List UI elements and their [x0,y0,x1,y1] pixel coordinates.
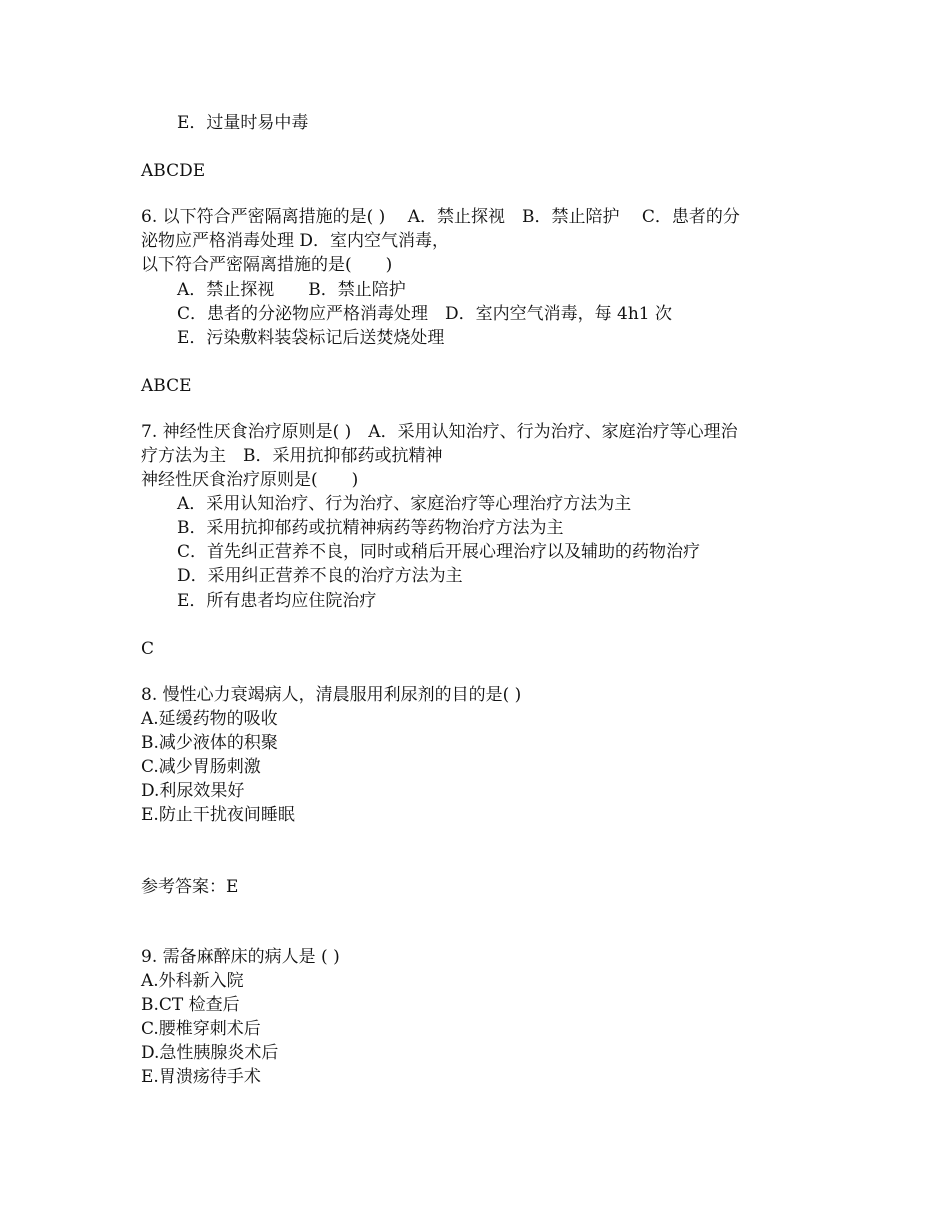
q8-stem: 8. 慢性心力衰竭病人，清晨服用利尿剂的目的是( ) [141,685,522,705]
q7-option-e: E．所有患者均应住院治疗 [177,591,377,611]
q7-option-a: A．采用认知治疗、行为治疗、家庭治疗等心理治疗方法为主 [177,494,632,514]
q6-option-ab: A．禁止探视 B．禁止陪护 [177,280,406,300]
q8-answer: 参考答案：E [141,877,239,897]
q9-option-d: D.急性胰腺炎术后 [141,1043,279,1063]
q7-option-c: C．首先纠正营养不良，同时或稍后开展心理治疗以及辅助的药物治疗 [177,542,701,562]
q6-stem-line1: 6. 以下符合严密隔离措施的是( ) A．禁止探视 B．禁止陪护 C．患者的分 [141,207,740,227]
q6-stem-line2: 泌物应严格消毒处理 D．室内空气消毒， [141,231,450,251]
q6-stem-repeat: 以下符合严密隔离措施的是( ) [141,255,393,275]
q8-option-a: A.延缓药物的吸收 [141,709,278,729]
q7-option-b: B．采用抗抑郁药或抗精神病药等药物治疗方法为主 [177,518,564,538]
q6-option-cd: C．患者的分泌物应严格消毒处理 D．室内空气消毒，每 4h1 次 [177,304,673,324]
q7-stem-line2: 疗方法为主 B．采用抗抑郁药或抗精神 [141,446,443,466]
q9-option-e: E.胃溃疡待手术 [141,1067,261,1087]
q9-option-a: A.外科新入院 [141,971,244,991]
q5-option-e: E．过量时易中毒 [177,113,309,133]
q6-answer: ABCE [141,376,192,396]
q9-stem: 9. 需备麻醉床的病人是 ( ) [141,947,340,967]
q9-option-c: C.腰椎穿刺术后 [141,1019,261,1039]
q7-stem-line1: 7. 神经性厌食治疗原则是( ) A．采用认知治疗、行为治疗、家庭治疗等心理治 [141,422,738,442]
q9-option-b: B.CT 检查后 [141,995,240,1015]
q8-option-e: E.防止干扰夜间睡眠 [141,805,295,825]
q5-answer: ABCDE [141,161,206,181]
q8-option-d: D.利尿效果好 [141,781,245,801]
q7-option-d: D．采用纠正营养不良的治疗方法为主 [177,566,463,586]
q8-option-b: B.减少液体的积聚 [141,733,278,753]
q7-stem-repeat: 神经性厌食治疗原则是( ) [141,470,359,490]
q6-option-e: E．污染敷料装袋标记后送焚烧处理 [177,328,445,348]
q8-option-c: C.减少胃肠刺激 [141,757,261,777]
q7-answer: C [141,639,155,659]
